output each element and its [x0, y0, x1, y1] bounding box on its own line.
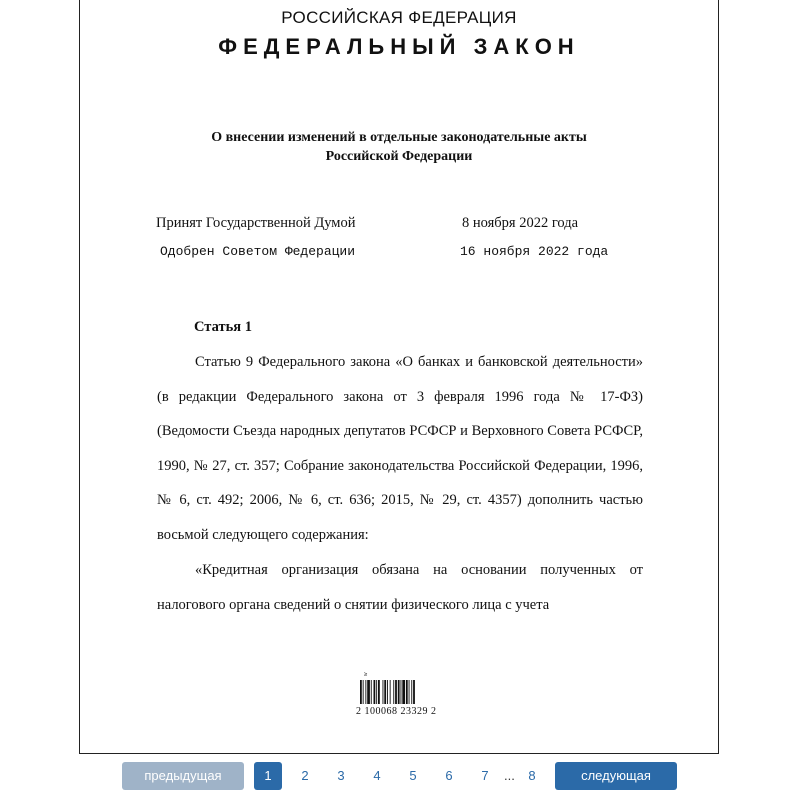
- barcode-bar: [371, 680, 372, 704]
- next-page-button[interactable]: следующая: [555, 762, 677, 790]
- barcode-bar: [409, 680, 410, 704]
- barcode-bar: [365, 680, 366, 704]
- country-heading: РОССИЙСКАЯ ФЕДЕРАЦИЯ: [281, 8, 517, 27]
- page-link-5[interactable]: 5: [409, 768, 417, 783]
- adopted-date: 8 ноября 2022 года: [462, 215, 579, 231]
- barcode-bar: [395, 680, 397, 704]
- barcode: [356, 668, 446, 706]
- barcode-bar: [413, 680, 415, 704]
- pagination: [0, 762, 800, 792]
- barcode-icon: [356, 668, 446, 706]
- barcode-bar: [384, 680, 386, 704]
- law-type-heading: ФЕДЕРАЛЬНЫЙ ЗАКОН: [218, 34, 580, 59]
- law-title-line-1: О внесении изменений в отдельные законодательные акты: [211, 130, 587, 145]
- page-link-7[interactable]: 7: [481, 768, 489, 783]
- document-page: [79, 0, 719, 754]
- adopted-label: Принят Государственной Думой: [156, 215, 356, 231]
- barcode-bar: [360, 680, 362, 704]
- barcode-bar: [406, 680, 408, 704]
- law-title: [80, 128, 718, 166]
- article-title: Статья 1: [194, 319, 252, 335]
- approved-date: 16 ноября 2022 года: [460, 244, 609, 259]
- article-paragraph-2: «Кредитная организация обязана на основании полученных от налогового органа сведений о снятии физического лица с учета: [157, 562, 643, 613]
- approved-label: Одобрен Советом Федерации: [160, 244, 356, 259]
- barcode-bar: [367, 680, 370, 704]
- barcode-bar: [387, 680, 388, 704]
- previous-page-button[interactable]: предыдущая: [122, 762, 244, 790]
- barcode-bar: [393, 680, 394, 704]
- barcode-bar: [376, 680, 377, 704]
- barcode-bar: [374, 680, 376, 704]
- barcode-bar: [383, 680, 384, 704]
- barcode-bar: [401, 680, 402, 704]
- page-link-8[interactable]: 8: [528, 768, 536, 783]
- law-title-line-2: Российской Федерации: [325, 149, 473, 164]
- page-link-4[interactable]: 4: [373, 768, 381, 783]
- barcode-bar: [378, 680, 380, 704]
- page-link-2[interactable]: 2: [301, 768, 309, 783]
- page-link-6[interactable]: 6: [445, 768, 453, 783]
- barcode-bar: [363, 680, 364, 704]
- article-paragraph-1: Статью 9 Федерального закона «О банках и банковской деятельности» (в редакции Федерального закона от 3 февраля 1996 года № 17-ФЗ) (Ведомости Съезда народных депутатов РСФСР и Верховного Совета РСФСР, 1990, № 27, ст. 357; Собрание законодательства Российской Федерации, 1996, № 6, ст. 492; 2006, № 6, ст. 636; 2015, № 29, ст. 4357) дополнить частью восьмой следующего содержания:: [157, 354, 643, 543]
- barcode-bar: [402, 680, 405, 704]
- barcode-bar: [411, 680, 412, 704]
- page-link-1[interactable]: 1: [254, 762, 282, 790]
- barcode-mark: ≥: [364, 672, 368, 678]
- page-link-3[interactable]: 3: [337, 768, 345, 783]
- barcode-bar: [390, 680, 391, 704]
- barcode-number: 2 100068 23329 2: [356, 706, 437, 717]
- pagination-ellipsis: ...: [504, 768, 515, 783]
- barcode-bar: [398, 680, 400, 704]
